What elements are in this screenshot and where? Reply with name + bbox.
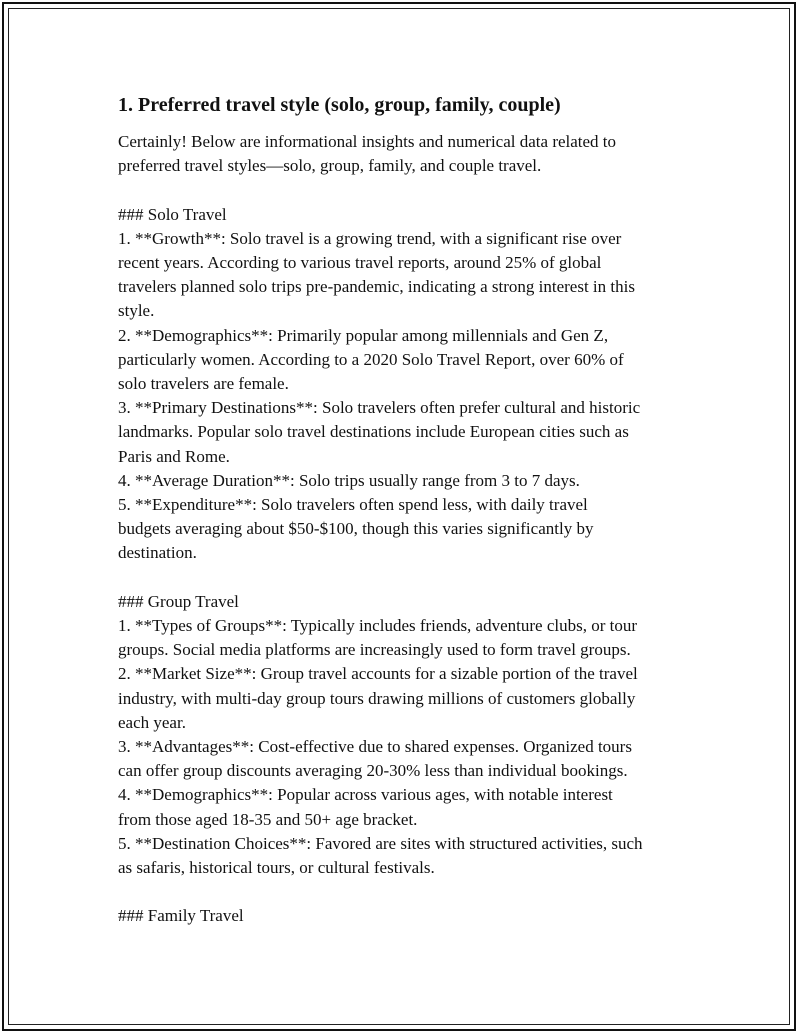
- document-body: [118, 92, 698, 929]
- group-line: 1. **Types of Groups**: Typically includes friends, adventure clubs, or tour: [118, 616, 638, 636]
- solo-line: 4. **Average Duration**: Solo trips usually range from 3 to 7 days.: [118, 470, 580, 490]
- group-line: industry, with multi-day group tours drawing millions of customers globally: [118, 688, 636, 708]
- solo-line: 3. **Primary Destinations**: Solo travelers often prefer cultural and historic: [118, 398, 641, 418]
- intro-paragraph: [118, 130, 698, 178]
- group-line: from those aged 18-35 and 50+ age bracket.: [118, 809, 418, 829]
- group-line: 5. **Destination Choices**: Favored are sites with structured activities, such: [118, 833, 643, 853]
- solo-line: style.: [118, 301, 155, 321]
- solo-travel-section: [118, 203, 698, 566]
- group-travel-section: [118, 590, 698, 880]
- solo-line: 1. **Growth**: Solo travel is a growing trend, with a significant rise over: [118, 228, 622, 248]
- solo-line: landmarks. Popular solo travel destinations include European cities such as: [118, 422, 629, 442]
- solo-line: 2. **Demographics**: Primarily popular among millennials and Gen Z,: [118, 325, 609, 345]
- solo-line: budgets averaging about $50-$100, though this varies significantly by: [118, 519, 594, 539]
- solo-line: destination.: [118, 543, 197, 563]
- solo-line: recent years. According to various travel reports, around 25% of global: [118, 253, 602, 272]
- group-line: 3. **Advantages**: Cost-effective due to shared expenses. Organized tours: [118, 737, 632, 757]
- group-line: can offer group discounts averaging 20-30% less than individual bookings.: [118, 761, 628, 781]
- spacer: [118, 880, 698, 904]
- intro-line: Certainly! Below are informational insights and numerical data related to: [118, 132, 617, 151]
- document-title: 1. Preferred travel style (solo, group, family, couple): [118, 94, 561, 116]
- spacer: [118, 566, 698, 590]
- group-line: 4. **Demographics**: Popular across various ages, with notable interest: [118, 785, 613, 805]
- family-travel-section: [118, 904, 698, 928]
- solo-line: particularly women. According to a 2020 Solo Travel Report, over 60% of: [118, 349, 624, 369]
- solo-line: travelers planned solo trips pre-pandemic, indicating a strong interest in this: [118, 277, 635, 297]
- section-heading: ### Group Travel: [118, 591, 239, 611]
- solo-line: Paris and Rome.: [118, 446, 230, 466]
- intro-line: preferred travel styles—solo, group, family, and couple travel.: [118, 156, 542, 176]
- group-line: each year.: [118, 712, 186, 732]
- solo-line: solo travelers are female.: [118, 374, 289, 394]
- solo-line: 5. **Expenditure**: Solo travelers often spend less, with daily travel: [118, 495, 588, 515]
- group-line: 2. **Market Size**: Group travel accounts for a sizable portion of the travel: [118, 664, 638, 684]
- section-heading: ### Solo Travel: [118, 204, 227, 224]
- group-line: as safaris, historical tours, or cultural festivals.: [118, 858, 435, 878]
- group-line: groups. Social media platforms are increasingly used to form travel groups.: [118, 640, 631, 660]
- spacer: [118, 178, 698, 202]
- section-heading: ### Family Travel: [118, 906, 244, 926]
